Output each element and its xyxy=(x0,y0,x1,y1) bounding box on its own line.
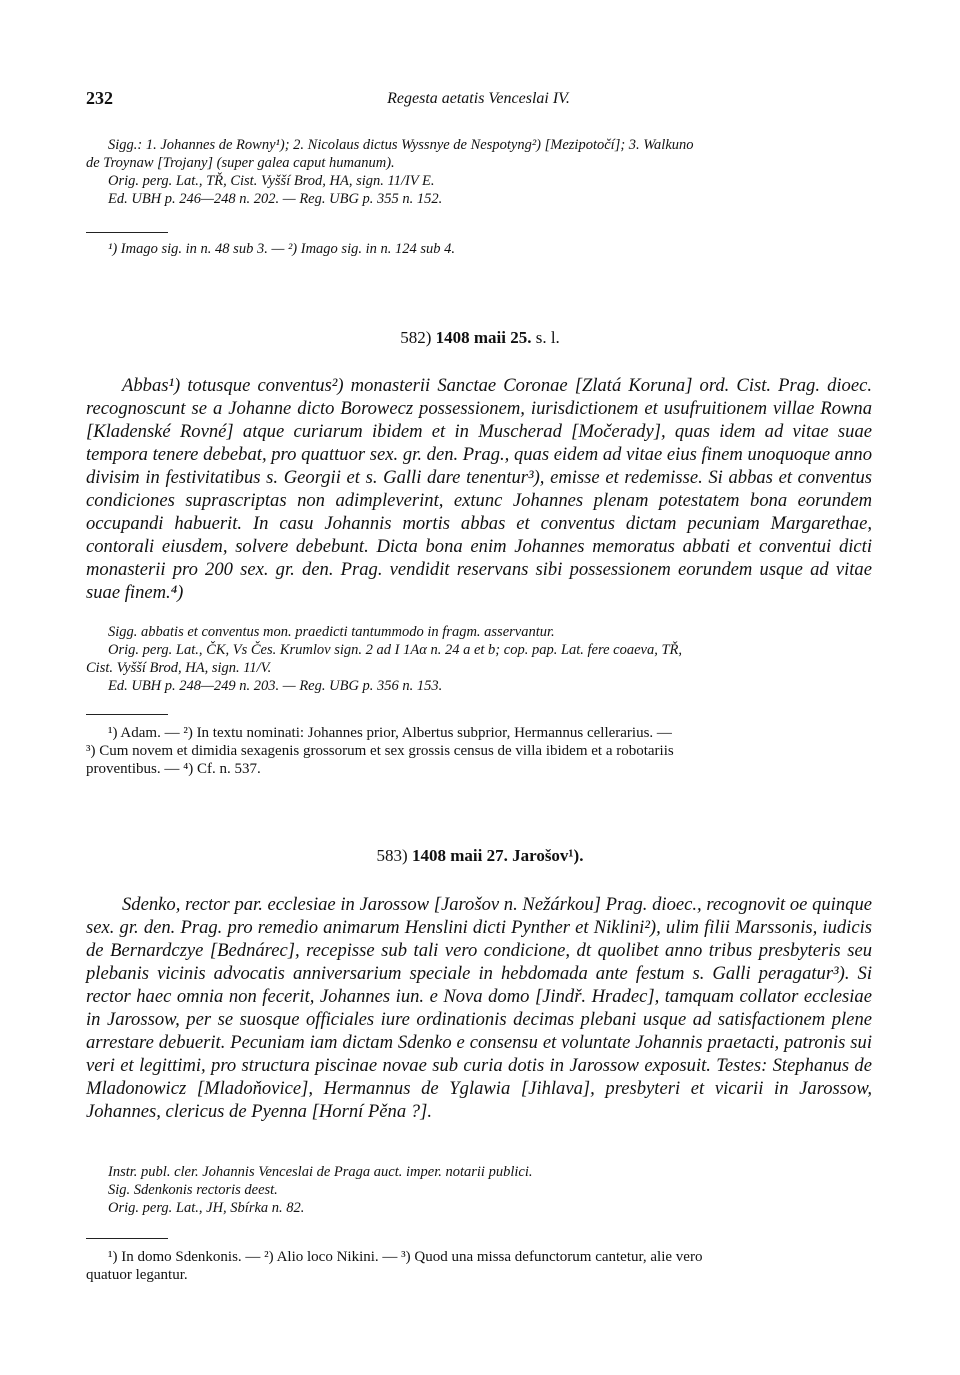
apparatus-line: Orig. perg. Lat., TŘ, Cist. Vyšší Brod, HA, sign. 11/IV E. xyxy=(108,173,435,189)
apparatus-line: Sigg. abbatis et conventus mon. praedicti tantummodo in fragm. asservantur. xyxy=(108,624,555,640)
apparatus-line: Instr. publ. cler. Johannis Venceslai de Praga auct. imper. notarii publici. xyxy=(108,1164,533,1180)
apparatus-line: Orig. perg. Lat., ČK, Vs Čes. Krumlov sign. 2 ad I 1Aα n. 24 a et b; cop. pap. Lat. fere coaeva, TŘ, xyxy=(108,642,683,658)
page-number: 232 xyxy=(86,88,113,108)
entry-place: Jarošov¹). xyxy=(512,846,584,865)
apparatus-line: Cist. Vyšší Brod, HA, sign. 11/V. xyxy=(86,660,272,676)
apparatus-line: de Troynaw [Trojany] (super galea caput humanum). xyxy=(86,155,395,171)
entry-583-apparatus xyxy=(86,1163,872,1217)
entry-583-body: Sdenko, rector par. ecclesiae in Jarossow [Jarošov n. Nežárkou] Prag. dioec., recognovit oe quinque sex. gr. den. Prag. pro remedio animarum Henslini dicti Pynther et Niklini²), ulim filii Marssonis, iudicis de Bernardczye [Bednárec], recepisse sub tali vero condicione, dt quolibet anno tribus presbyteris seu plebanis vicinis advocatis anniversarium speciale in hebdomada ante festum s. Galli peragatur³). Si rector haec omnia non fecerit, Johannes iun. e Nova domo [Jindř. Hradec], tamquam collator ecclesiae in Jarossow, per se suosque officiales iure ordinationis decimas plebani usque ad satisfactionem plene arrestare debuerit. Pecuniam iam dictam Sdenko e consensu et voluntate Johannis praetacti, patronis sui veri et legittimi, pro structura piscinae novae sub curia dotis in Jarossow exposuit. Testes: Stephanus de Mladonowicz [Mladoňovice], Hermannus de Yglawia [Jihlava], presbyteri et vicarii in Jarossow, Johannes, clericus de Pyenna [Horní Pěna ?]. xyxy=(86,894,872,1122)
apparatus-line: Orig. perg. Lat., JH, Sbírka n. 82. xyxy=(108,1200,305,1216)
apparatus-line: Sig. Sdenkonis rectoris deest. xyxy=(108,1182,278,1198)
entry-582-apparatus xyxy=(86,623,872,695)
page-header xyxy=(86,88,871,112)
entry-582-heading xyxy=(0,328,960,348)
apparatus-line: Sigg.: 1. Johannes de Rowny¹); 2. Nicolaus dictus Wyssnye de Nespotyng²) [Mezipotočí]; 3. Walkuno xyxy=(108,137,694,153)
entry-number: 582) xyxy=(400,328,432,347)
footnote-line: ¹) In domo Sdenkonis. — ²) Alio loco Nikini. — ³) Quod una missa defunctorum cantetur, alie vero xyxy=(108,1249,703,1265)
entry-582-body: Abbas¹) totusque conventus²) monasterii Sanctae Coronae [Zlatá Koruna] ord. Cist. Prag. dioec. recognoscunt se a Johanne dicto Borowecz possessionem, iurisdictionem et usufruitionem villae Rowna [Kladenské Rovné] atque curiarum ibidem et in Muscherad [Močerady], quas idem ad vitae suae tempora tenere debebat, pro quattuor sex. gr. den. Prag., quas eidem ad vitae eius finem unoquoque anno divisim in festivitatibus s. Georgii et s. Galli dare tenentur³), emisse et redemisse. Si abbas et conventus condiciones suprascriptas non adimpleverint, extunc Johannes plenam potestatem bona eorundem occupandi habuerit. In casu Johannis mortis abbas et conventus dictam pecuniam Margarethae, contorali eiusdem, solvere debebunt. Dicta bona enim Johannes memoratus abbati et conventui dicti monasterii pro 200 sex. gr. den. Prag. vendidit reservans sibi possessionem eorundem usque ad vitae suae finem.⁴) xyxy=(86,375,872,603)
footnote-line: quatuor legantur. xyxy=(86,1267,188,1283)
entry-583-heading xyxy=(0,846,960,866)
entry-place: s. l. xyxy=(535,328,560,347)
running-title: Regesta aetatis Venceslai IV. xyxy=(387,90,570,107)
footnote-rule xyxy=(86,714,168,715)
entry-date: 1408 maii 25. xyxy=(435,328,532,347)
prev-entry-footnote: ¹) Imago sig. in n. 48 sub 3. — ²) Imago sig. in n. 124 sub 4. xyxy=(108,241,456,257)
entry-date: 1408 maii 27. xyxy=(411,846,508,865)
entry-number: 583) xyxy=(376,846,408,865)
footnote-line: ¹) Adam. — ²) In textu nominati: Johannes prior, Albertus subprior, Hermannus cellerarius. — xyxy=(108,725,672,741)
entry-582-footnotes xyxy=(86,724,872,778)
apparatus-line: Ed. UBH p. 248—249 n. 203. — Reg. UBG p. 356 n. 153. xyxy=(108,678,443,694)
footnote-rule xyxy=(86,232,168,233)
entry-583-footnotes xyxy=(86,1248,872,1284)
footnote-line: ³) Cum novem et dimidia sexagenis grossorum et sex grossis census de villa ibidem et a robotariis xyxy=(86,743,674,759)
footnote-line: proventibus. — ⁴) Cf. n. 537. xyxy=(86,761,261,777)
apparatus-line: Ed. UBH p. 246—248 n. 202. — Reg. UBG p. 355 n. 152. xyxy=(108,191,443,207)
footnote-rule xyxy=(86,1238,168,1239)
prev-entry-apparatus xyxy=(86,136,872,208)
